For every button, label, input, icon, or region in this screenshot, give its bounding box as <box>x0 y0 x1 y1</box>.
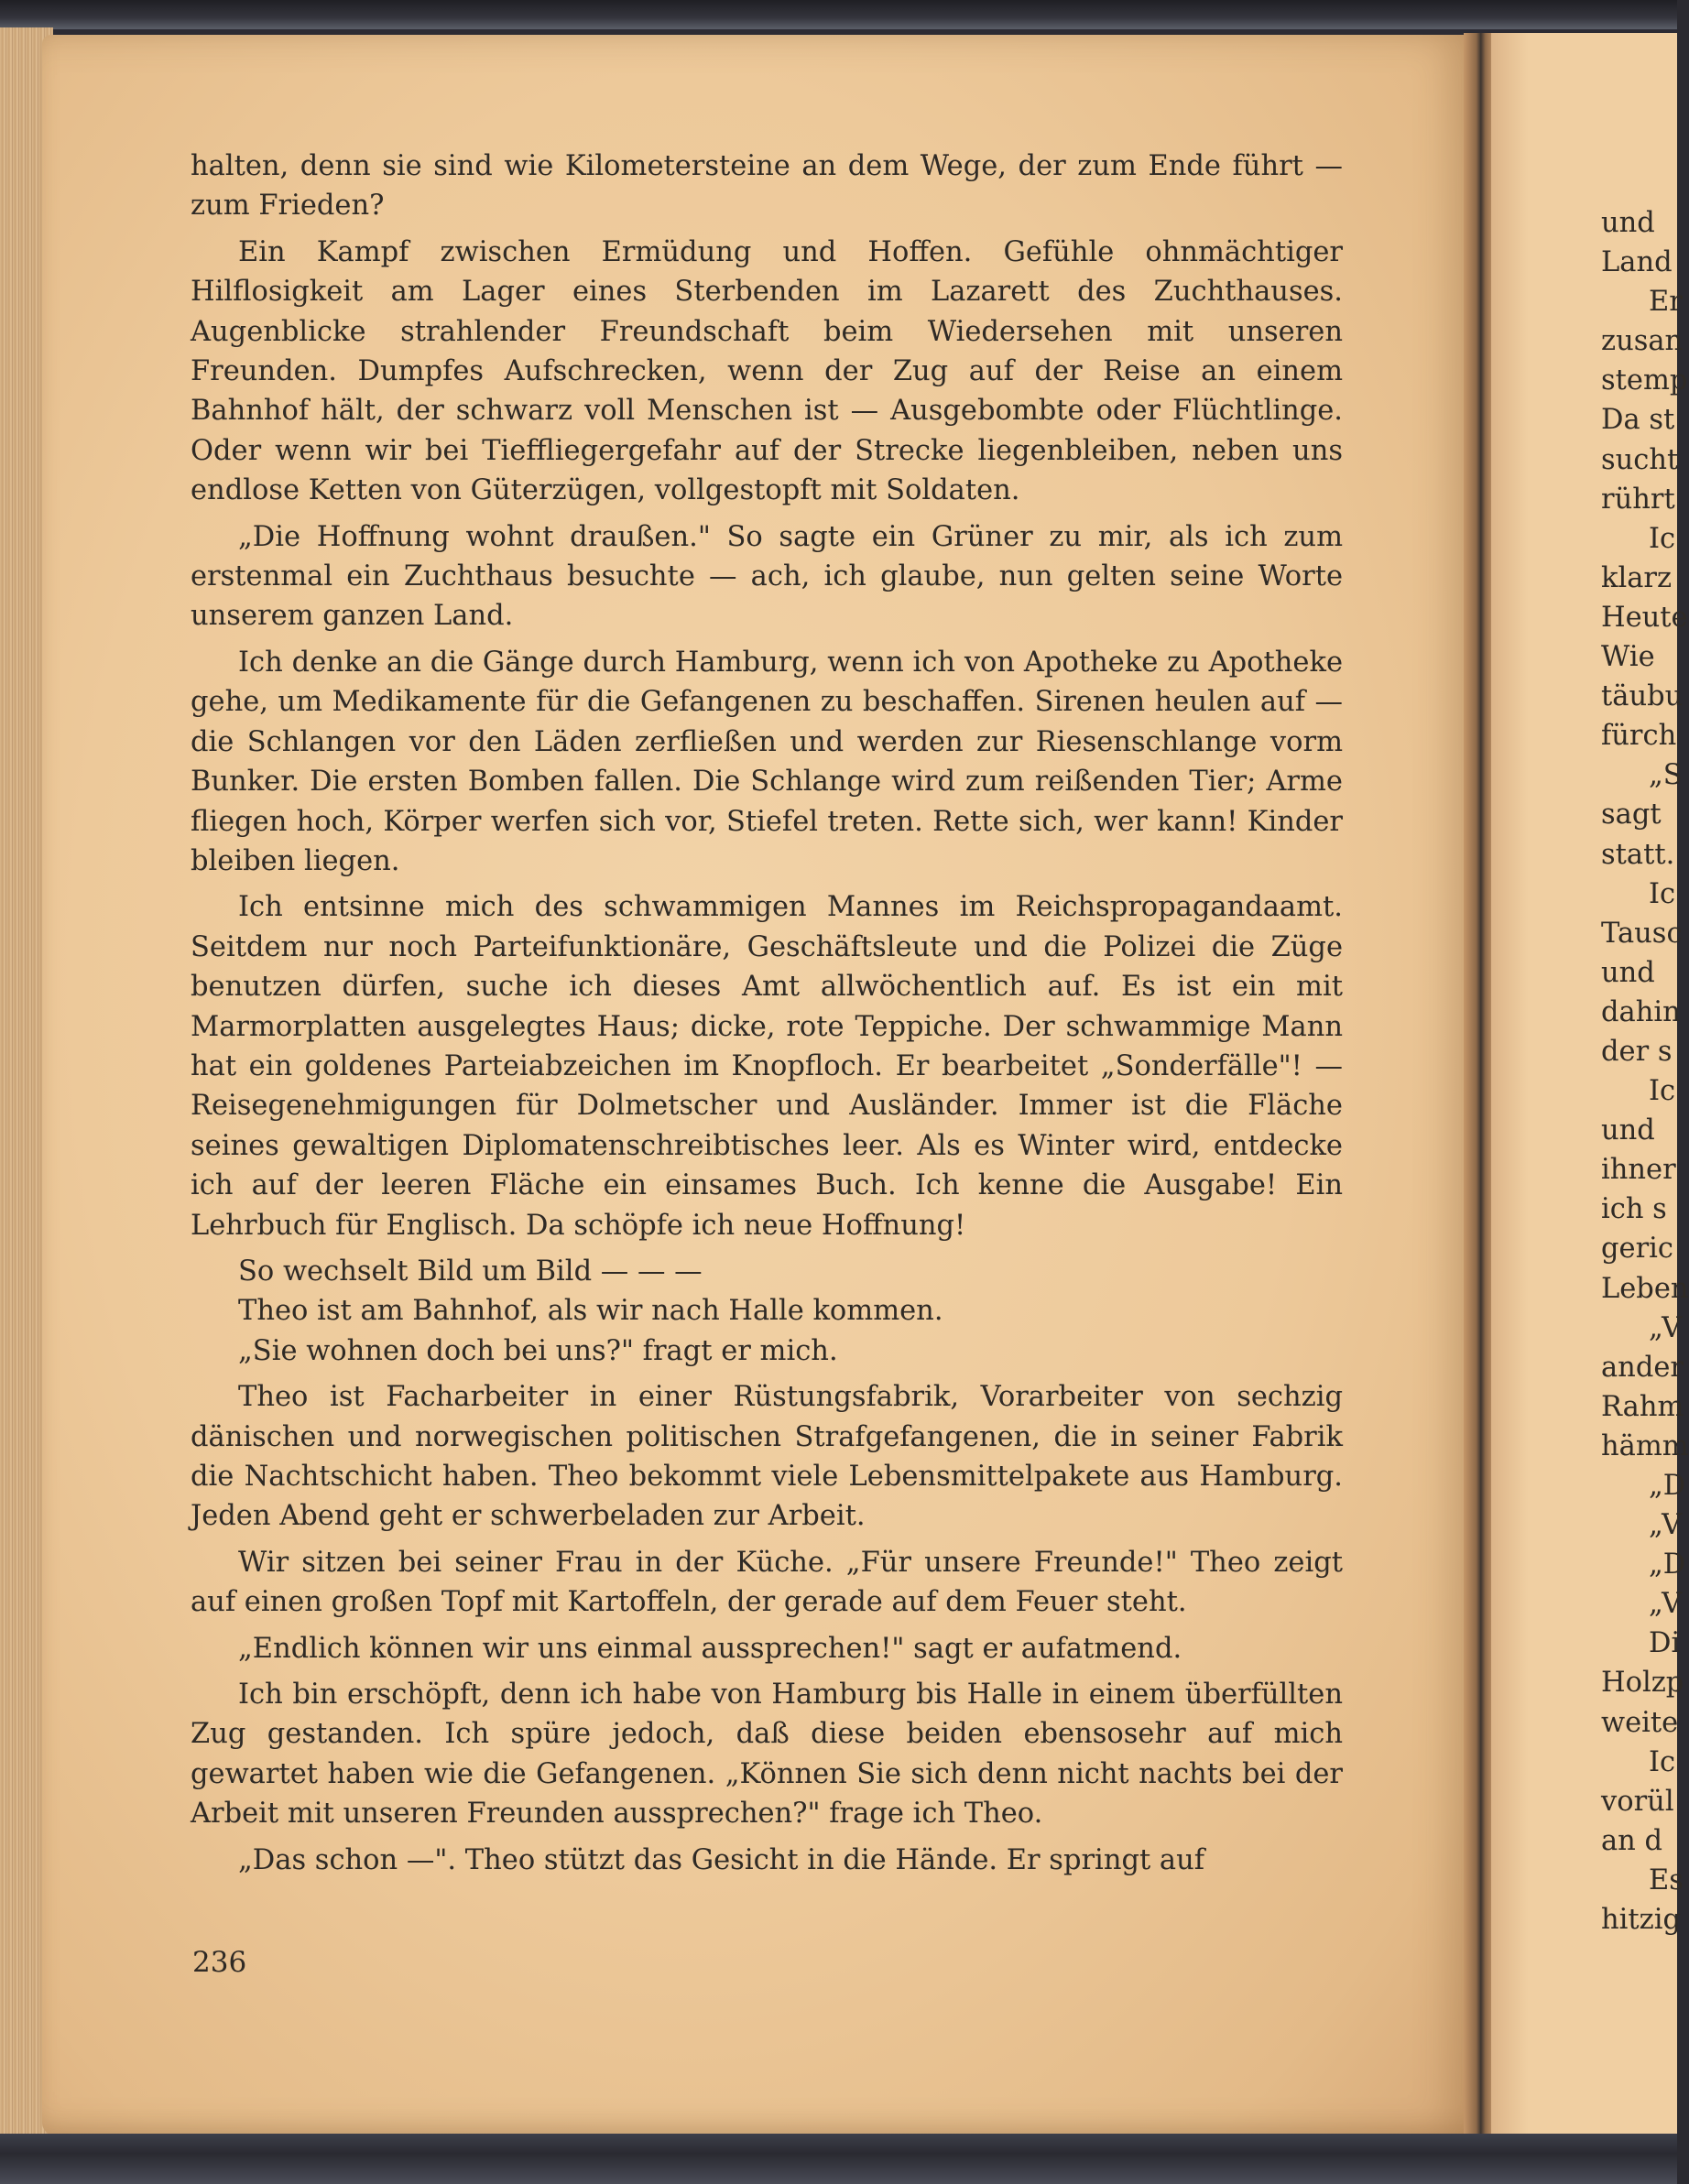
right-line: Holzp <box>1601 1667 1684 1700</box>
right-line: ander <box>1601 1351 1684 1384</box>
right-line: statt. <box>1601 838 1675 871</box>
right-line: und <box>1601 207 1655 239</box>
paragraph: „Sie wohnen doch bei uns?" fragt er mich. <box>238 1334 838 1367</box>
right-line: der s <box>1601 1035 1673 1068</box>
right-line: ich s <box>1601 1193 1667 1226</box>
right-line: „V <box>1649 1588 1683 1621</box>
right-line: zusan <box>1601 325 1684 358</box>
right-line: an d <box>1601 1824 1663 1857</box>
paragraph: halten, denn sie sind wie Kilometersteine an dem Wege, der zum Ende führt — zum Frieden? <box>191 150 1343 223</box>
right-line: Rahm <box>1601 1390 1684 1423</box>
paragraph: „Das schon —". Theo stützt das Gesicht in die Hände. Er springt auf <box>238 1843 1205 1876</box>
right-line: Leben <box>1601 1272 1689 1305</box>
right-line: „S <box>1649 759 1683 792</box>
paragraph: Ich bin erschöpft, denn ich habe von Hamburg bis Halle in einem überfüllten Zug gestanden. Ich spüre jedoch, daß diese beiden ebensosehr auf mich gewartet haben wie die Gefangenen. „Können Sie sich denn nicht nachts bei der Arbeit mit unseren Freunden aussprechen?" frage ich Theo. <box>191 1679 1343 1831</box>
right-line: Ic <box>1649 522 1676 555</box>
paragraph: Theo ist am Bahnhof, als wir nach Halle kommen. <box>238 1295 943 1328</box>
right-line: Ic <box>1649 1745 1676 1778</box>
left-page-text <box>191 147 1343 1886</box>
right-line: fürch <box>1601 720 1677 753</box>
right-line: sucht <box>1601 443 1679 476</box>
right-line: rührt <box>1601 483 1675 516</box>
right-line: und <box>1601 956 1655 989</box>
right-line: Di <box>1649 1627 1681 1660</box>
paragraph: Ein Kampf zwischen Ermüdung und Hoffen. Gefühle ohnmächtiger Hilflosigkeit am Lager eines Sterbenden im Lazarett des Zuchthauses. Augenblicke strahlender Freundschaft beim Wiedersehen mit unseren Freunden. Dumpfes Aufschrecken, wenn der Zug auf der Reise an einem Bahnhof hält, der schwarz voll Menschen ist — Ausgebombte oder Flüchtlinge. Oder wenn wir bei Tieffliegergefahr auf der Strecke liegenbleiben, neben uns endlose Ketten von Güterzügen, vollgestopft mit Soldaten. <box>191 235 1343 507</box>
paragraph: Ich denke an die Gänge durch Hamburg, wenn ich von Apotheke zu Apotheke gehe, um Medikamente für die Gefangenen zu beschaffen. Sirenen heulen auf — die Schlangen vor den Läden zerfließen und werden zur Riesenschlange vorm Bunker. Die ersten Bomben fallen. Die Schlange wird zum reißenden Tier; Arme fliegen hoch, Körper werfen sich vor, Stiefel treten. Rette sich, wer kann! Kinder bleiben liegen. <box>191 646 1343 877</box>
right-line: hitzig <box>1601 1904 1682 1937</box>
right-line: „D <box>1649 1548 1686 1581</box>
right-line: „D <box>1649 1470 1686 1502</box>
right-line: ihner <box>1601 1154 1676 1187</box>
right-line: Ic <box>1649 1075 1676 1108</box>
right-line: und <box>1601 1114 1655 1147</box>
right-line: Er <box>1649 286 1683 319</box>
right-line: Es <box>1649 1863 1684 1896</box>
right-line: Da st <box>1601 404 1675 437</box>
right-line: dahin <box>1601 995 1681 1028</box>
right-line: „V <box>1649 1509 1683 1542</box>
book-gutter <box>1464 33 1495 2139</box>
binding-bottom <box>0 2134 1677 2184</box>
paragraph: „Endlich können wir uns einmal aussprechen!" sagt er aufatmend. <box>238 1632 1182 1665</box>
right-line: weite <box>1601 1706 1679 1739</box>
right-line: vorül <box>1601 1785 1674 1818</box>
right-line: stemp <box>1601 364 1688 397</box>
right-line: klarz <box>1601 561 1673 594</box>
right-line: Tausc <box>1601 917 1683 950</box>
paragraph: Ich entsinne mich des schwammigen Mannes im Reichspropagandaamt. Seitdem nur noch Parteifunktionäre, Geschäftsleute und die Polizei die Züge benutzen dürfen, suche ich dieses Amt allwöchentlich auf. Es ist ein mit Marmorplatten ausgelegtes Haus; dicke, rote Teppiche. Der schwammige Mann hat ein goldenes Parteiabzeichen im Knopfloch. Er bearbeitet „Sonderfälle"! — Reisegenehmigungen für Dolmetscher und Ausländer. Immer ist die Fläche seines gewaltigen Diplomatenschreibtisches leer. Als es Winter wird, entdecke ich auf der leeren Fläche ein einsames Buch. Ich kenne die Ausgabe! Ein Lehrbuch für Englisch. Da schöpfe ich neue Hoffnung! <box>191 891 1343 1242</box>
right-line: Wie <box>1601 641 1655 674</box>
right-line: Heute <box>1601 601 1688 634</box>
right-line: täubu <box>1601 680 1684 713</box>
right-line: Land <box>1601 246 1673 279</box>
right-line: hämm <box>1601 1429 1689 1462</box>
page-number: 236 <box>192 1946 247 1979</box>
right-line: „V <box>1649 1311 1683 1344</box>
paragraph: „Die Hoffnung wohnt draußen." So sagte ein Grüner zu mir, als ich zum erstenmal ein Zuchthaus besuchte — ach, ich glaube, nun gelten seine Worte unserem ganzen Land. <box>191 520 1343 633</box>
binding-top <box>0 0 1677 29</box>
right-line: Ic <box>1649 877 1676 910</box>
right-line: sagt <box>1601 799 1662 831</box>
right-page-text <box>1601 203 1689 1940</box>
paragraph: Theo ist Facharbeiter in einer Rüstungsfabrik, Vorarbeiter von sechzig dänischen und norwegischen politischen Strafgefangenen, die in seiner Fabrik die Nachtschicht haben. Theo bekommt viele Lebensmittelpakete aus Hamburg. Jeden Abend geht er schwerbeladen zur Arbeit. <box>191 1381 1343 1533</box>
right-line: geric <box>1601 1233 1673 1266</box>
paragraph: Wir sitzen bei seiner Frau in der Küche. „Für unsere Freunde!" Theo zeigt auf einen großen Topf mit Kartoffeln, der gerade auf dem Feuer steht. <box>191 1546 1343 1619</box>
paragraph: So wechselt Bild um Bild — — — <box>238 1255 703 1288</box>
